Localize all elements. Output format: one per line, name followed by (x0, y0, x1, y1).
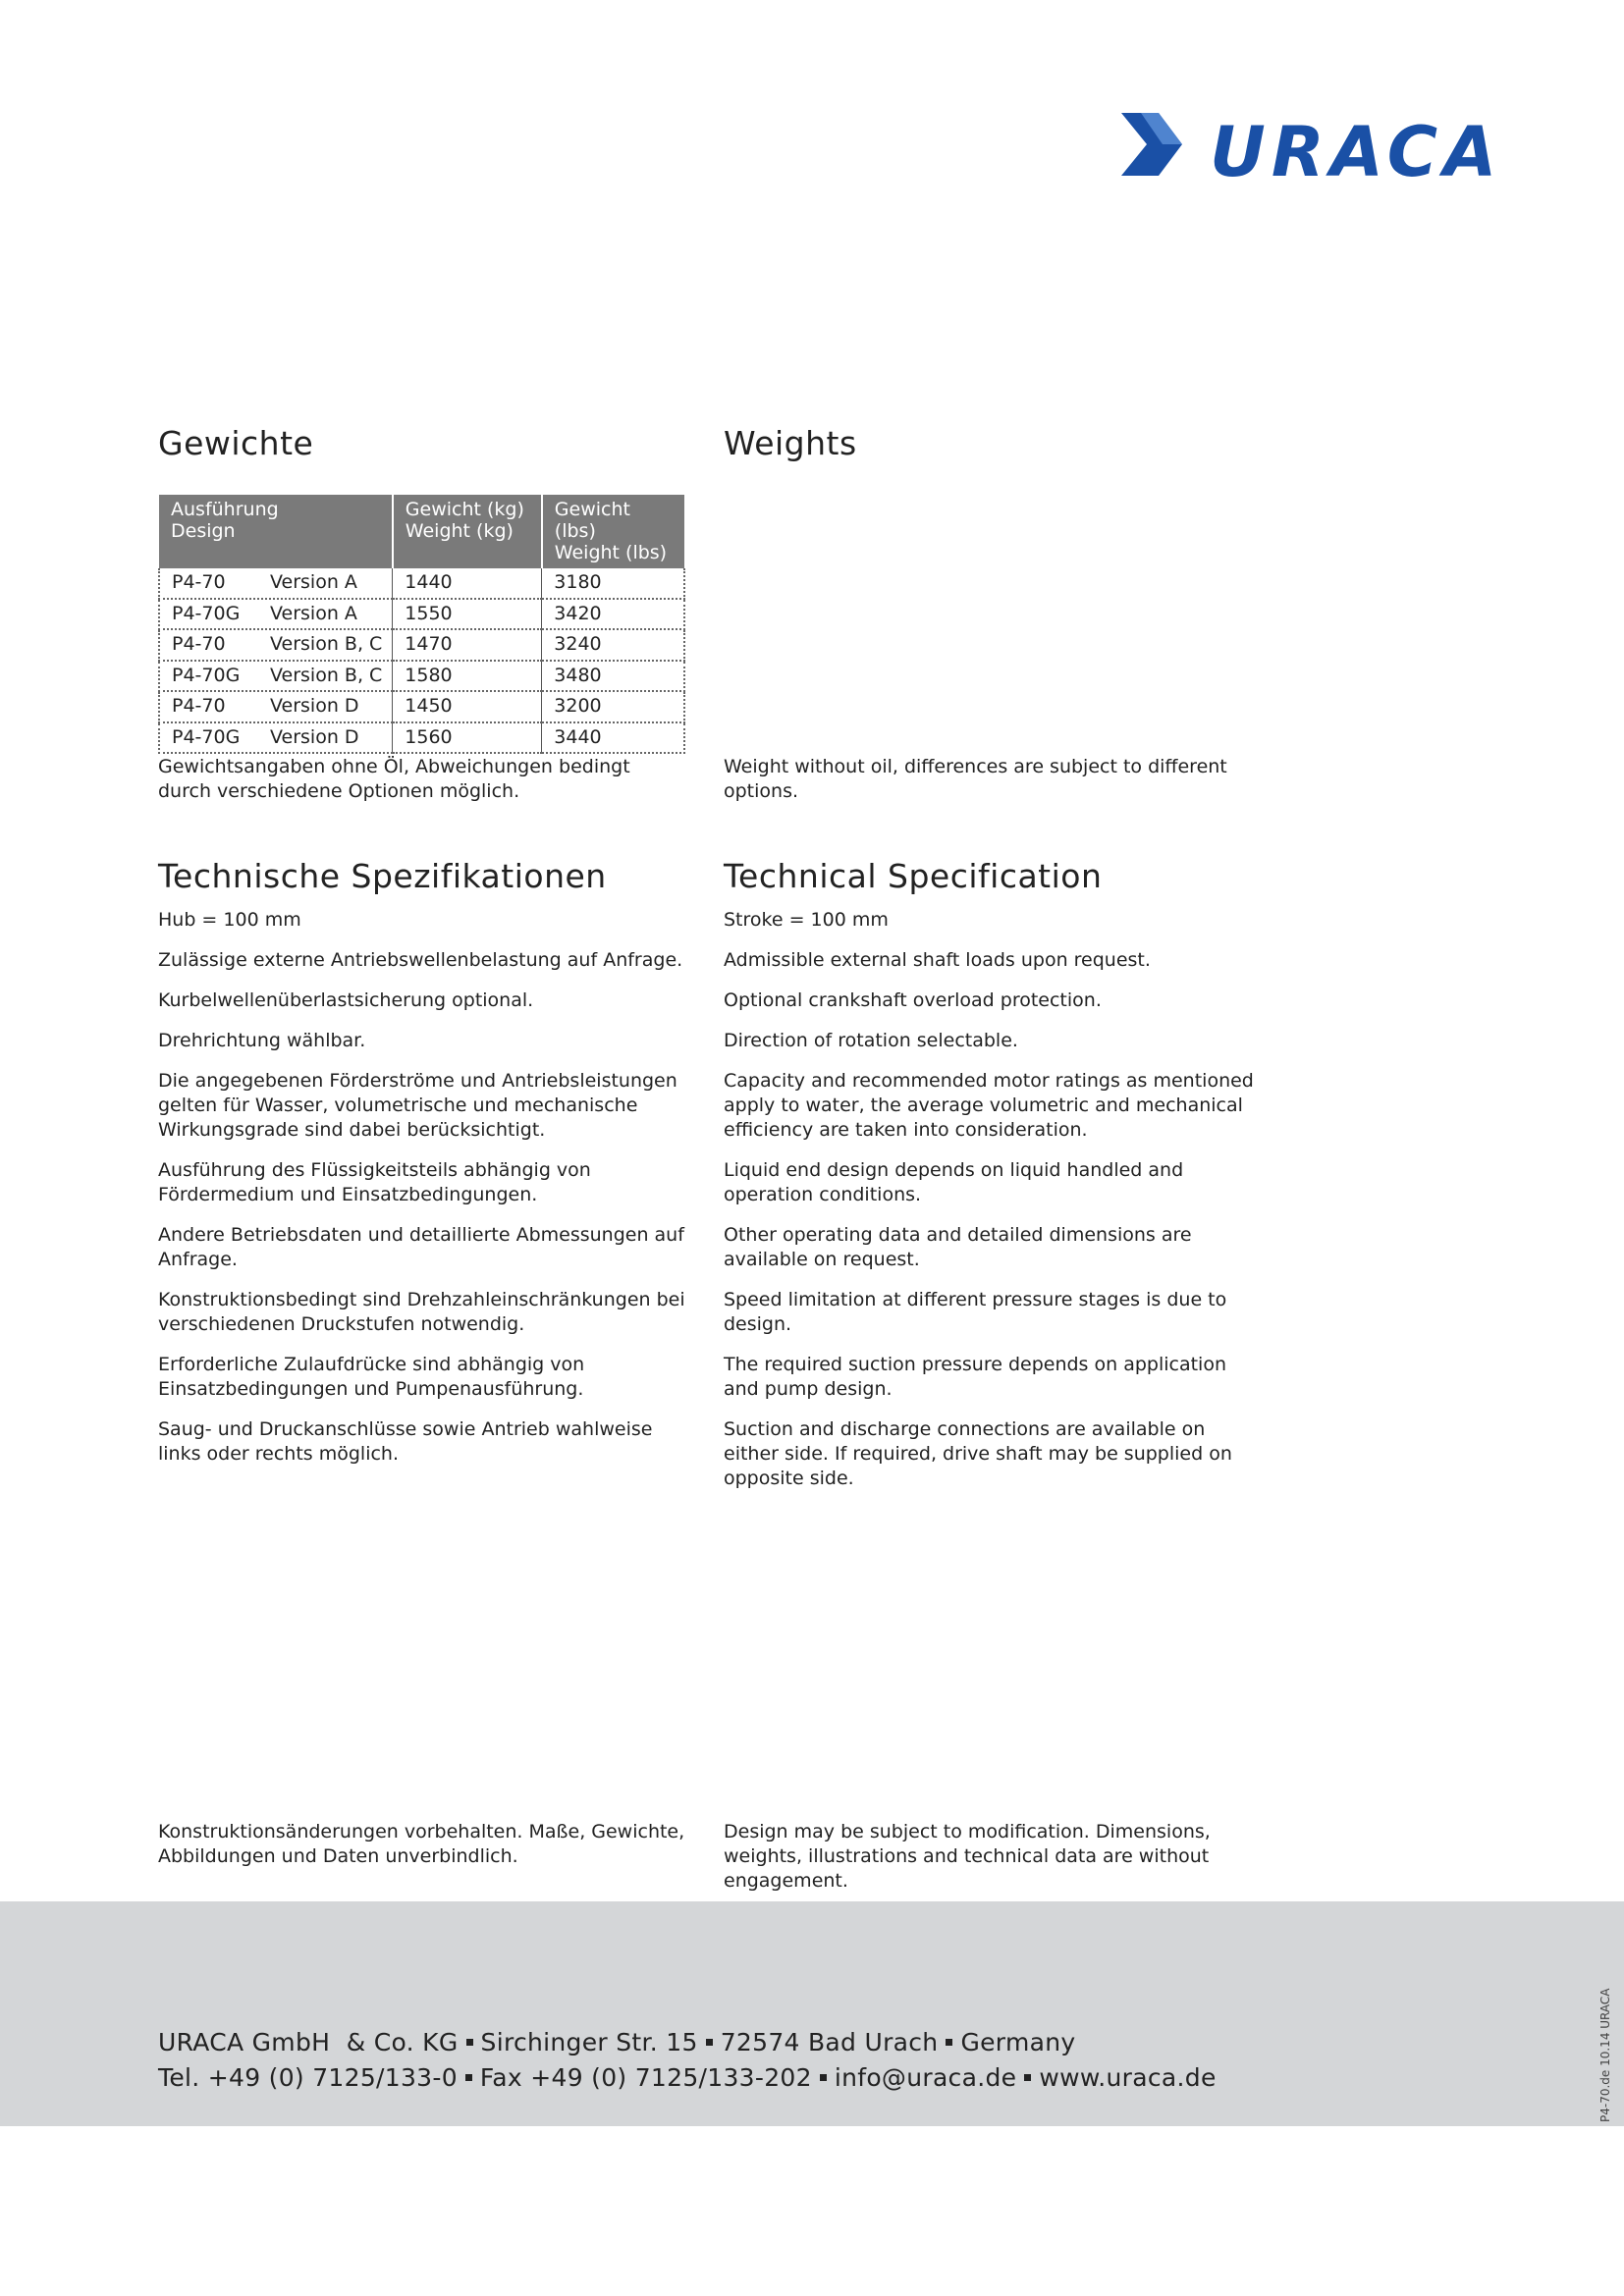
spec-item: Capacity and recommended motor ratings as mentioned apply to water, the average volumetric and mechanical efficiency are taken into consideration. (724, 1070, 1254, 1141)
weights-note-de: Gewichtsangaben ohne Öl, Abweichungen bedingt durch verschiedene Optionen möglich. (158, 756, 630, 802)
table-row (159, 661, 684, 692)
version-name: Version A (270, 571, 357, 594)
weight-lbs-cell: 3480 (542, 661, 684, 692)
weight-kg-cell: 1450 (393, 691, 542, 722)
weight-lbs-cell: 3200 (542, 691, 684, 722)
model-name: P4-70 (172, 695, 226, 718)
spec-item: Direction of rotation selectable. (724, 1030, 1018, 1051)
design-cell (159, 691, 393, 722)
table-row (159, 599, 684, 630)
spec-item: Die angegebenen Förderströme und Antriebsleistungen gelten für Wasser, volumetrische und mechanische Wirkungsgrade sind dabei berücksichtigt. (158, 1070, 677, 1141)
footer-item: www.uraca.de (1039, 2063, 1217, 2092)
spec-item: Konstruktionsbedingt sind Drehzahleinschränkungen bei verschiedenen Druckstufen notwendig. (158, 1289, 685, 1335)
version-name: Version B, C (270, 633, 383, 656)
specs-list-en (724, 908, 1254, 1507)
model-name: P4-70G (172, 664, 241, 686)
spec-item: Suction and discharge connections are available on either side. If required, drive shaft may be supplied on opposite side. (724, 1418, 1232, 1489)
table-row (159, 568, 684, 599)
table-row (159, 691, 684, 722)
header-design: Ausführung Design (159, 495, 393, 568)
specs-title-en: Technical Specification (724, 857, 1103, 895)
table-row (159, 629, 684, 661)
weight-kg-cell: 1440 (393, 568, 542, 599)
disclaimer-en: Design may be subject to modification. Dimensions, weights, illustrations and technical data are without engagement. (724, 1821, 1211, 1892)
design-cell (159, 629, 393, 661)
version-name: Version B, C (270, 664, 383, 686)
separator-square-icon (706, 2039, 713, 2046)
design-cell (159, 599, 393, 630)
footer-item: Sirchinger Str. 15 (480, 2028, 698, 2056)
design-cell (159, 722, 393, 754)
spec-item: Zulässige externe Antriebswellenbelastung auf Anfrage. (158, 949, 683, 971)
uraca-logo (1119, 111, 1532, 186)
logo-wordmark: URACA (1210, 112, 1503, 186)
version-name: Version A (270, 602, 357, 624)
weights-note-en: Weight without oil, differences are subject to different options. (724, 756, 1227, 802)
footer-item: URACA GmbH & Co. KG (158, 2028, 459, 2056)
spec-item: Optional crankshaft overload protection. (724, 989, 1102, 1011)
spec-item: Liquid end design depends on liquid handled and operation conditions. (724, 1159, 1184, 1205)
spec-item: Erforderliche Zulaufdrücke sind abhängig von Einsatzbedingungen und Pumpenausführung. (158, 1354, 585, 1400)
model-name: P4-70 (172, 633, 226, 656)
spec-item: Kurbelwellenüberlastsicherung optional. (158, 989, 534, 1011)
spec-item: Hub = 100 mm (158, 909, 301, 931)
weight-kg-cell: 1550 (393, 599, 542, 630)
table-row (159, 722, 684, 754)
disclaimer-de: Konstruktionsänderungen vorbehalten. Maße, Gewichte, Abbildungen und Daten unverbindlich. (158, 1821, 685, 1867)
weight-kg-cell: 1580 (393, 661, 542, 692)
spec-item: Admissible external shaft loads upon request. (724, 949, 1151, 971)
footer-item: Fax +49 (0) 7125/133-202 (479, 2063, 812, 2092)
version-name: Version D (270, 725, 359, 748)
header-weight-kg: Gewicht (kg) Weight (kg) (393, 495, 542, 568)
footer-item: 72574 Bad Urach (720, 2028, 939, 2056)
separator-square-icon (820, 2074, 827, 2081)
spec-item: Stroke = 100 mm (724, 909, 889, 931)
weight-lbs-cell: 3240 (542, 629, 684, 661)
footer-item: Germany (960, 2028, 1076, 2056)
weight-kg-cell: 1560 (393, 722, 542, 754)
footer-contact (158, 2063, 1217, 2092)
spec-item: Other operating data and detailed dimensions are available on request. (724, 1224, 1192, 1270)
weights-title-de: Gewichte (158, 424, 314, 462)
spec-item: Drehrichtung wählbar. (158, 1030, 366, 1051)
spec-item: Saug- und Druckanschlüsse sowie Antrieb wahlweise links oder rechts möglich. (158, 1418, 653, 1465)
spec-item: The required suction pressure depends on application and pump design. (724, 1354, 1227, 1400)
footer-band (0, 1901, 1624, 2126)
specs-title-de: Technische Spezifikationen (158, 857, 607, 895)
weights-title-en: Weights (724, 424, 857, 462)
weight-kg-cell: 1470 (393, 629, 542, 661)
specs-list-de (158, 908, 688, 1482)
header-weight-lbs: Gewicht (lbs) Weight (lbs) (542, 495, 684, 568)
version-name: Version D (270, 695, 359, 718)
design-cell (159, 661, 393, 692)
weight-lbs-cell: 3420 (542, 599, 684, 630)
spec-item: Andere Betriebsdaten und detaillierte Abmessungen auf Anfrage. (158, 1224, 684, 1270)
model-name: P4-70G (172, 725, 241, 748)
design-cell (159, 568, 393, 599)
model-name: P4-70G (172, 602, 241, 624)
weights-table-header (159, 495, 684, 568)
separator-square-icon (465, 2074, 472, 2081)
spec-item: Ausführung des Flüssigkeitsteils abhängig von Fördermedium und Einsatzbedingungen. (158, 1159, 591, 1205)
separator-square-icon (1024, 2074, 1031, 2081)
footer-address (158, 2028, 1075, 2056)
separator-square-icon (466, 2039, 473, 2046)
footer-item: Tel. +49 (0) 7125/133-0 (158, 2063, 458, 2092)
weights-table (158, 495, 685, 754)
spec-item: Speed limitation at different pressure stages is due to design. (724, 1289, 1227, 1335)
separator-square-icon (946, 2039, 952, 2046)
model-name: P4-70 (172, 571, 226, 594)
footer-item: info@uraca.de (834, 2063, 1017, 2092)
weight-lbs-cell: 3440 (542, 722, 684, 754)
weight-lbs-cell: 3180 (542, 568, 684, 599)
